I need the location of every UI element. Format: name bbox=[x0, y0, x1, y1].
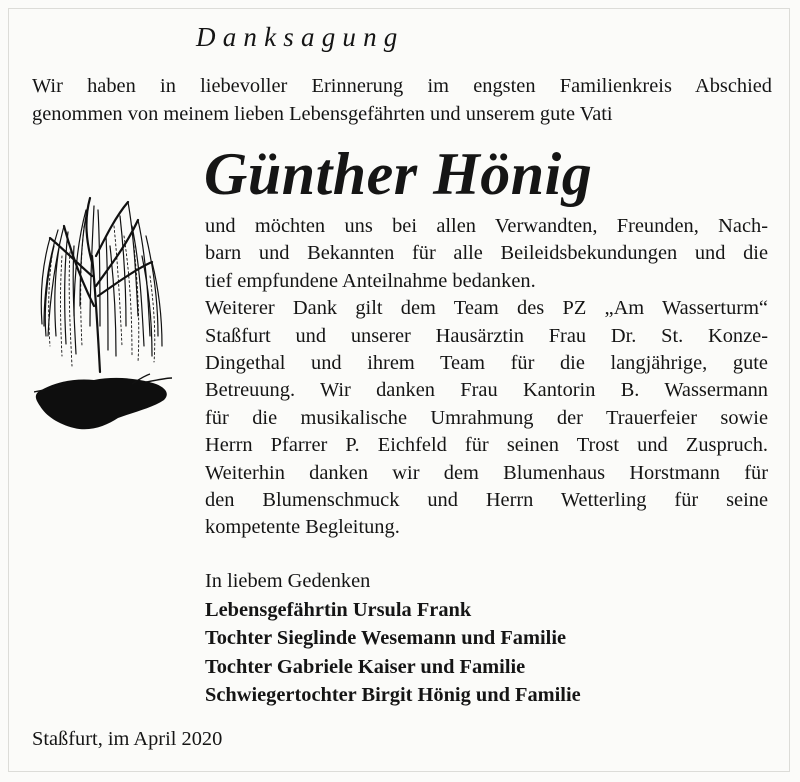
body-line: Weiterhin danken wir dem Blumenhaus Horstmann für bbox=[205, 461, 768, 484]
mourner-name: Tochter Sieglinde Wesemann und Familie bbox=[205, 627, 567, 650]
body-line: Staßfurt und unserer Hausärztin Frau Dr. St. Konze- bbox=[205, 324, 768, 347]
body-line: Dingethal und ihrem Team für die langjährige, gute bbox=[205, 352, 768, 375]
body-line: den Blumenschmuck und Herrn Wetterling für seine bbox=[205, 489, 768, 512]
body-line: Weiterer Dank gilt dem Team des PZ „Am Wasserturm“ bbox=[205, 297, 768, 320]
body-line: und möchten uns bei allen Verwandten, Freunden, Nach- bbox=[205, 215, 768, 237]
mourner-name: Schwiegertochter Birgit Hönig und Familie bbox=[205, 684, 581, 707]
closing-block bbox=[205, 567, 581, 710]
intro-line: genommen von meinem lieben Lebensgefährten und unserem gute Vati bbox=[32, 103, 613, 125]
intro-line: Wir haben in liebevoller Erinnerung im engsten Familienkreis Abschied bbox=[32, 75, 772, 97]
deceased-name: Günther Hönig bbox=[204, 141, 593, 207]
body-line: barn und Bekannten für alle Beileidsbekundungen und die bbox=[205, 242, 768, 265]
body-line: kompetente Begleitung. bbox=[205, 516, 400, 539]
intro-text bbox=[32, 72, 772, 128]
body-line: tief empfundene Anteilnahme bedanken. bbox=[205, 269, 536, 292]
weeping-willow-icon bbox=[34, 186, 174, 438]
mourner-name: Lebensgefährtin Ursula Frank bbox=[205, 598, 472, 621]
body-line: Herrn Pfarrer P. Eichfeld für seinen Trost und Zuspruch. bbox=[205, 434, 768, 457]
body-line: für die musikalische Umrahmung der Trauerfeier sowie bbox=[205, 406, 768, 429]
body-line: Betreuung. Wir danken Frau Kantorin B. Wassermann bbox=[205, 379, 768, 402]
mourner-name: Tochter Gabriele Kaiser und Familie bbox=[205, 655, 526, 678]
notice-title: Danksagung bbox=[196, 22, 405, 52]
closing-phrase: In liebem Gedenken bbox=[205, 570, 371, 592]
thanks-body bbox=[205, 213, 768, 542]
place-date: Staßfurt, im April 2020 bbox=[32, 728, 223, 750]
